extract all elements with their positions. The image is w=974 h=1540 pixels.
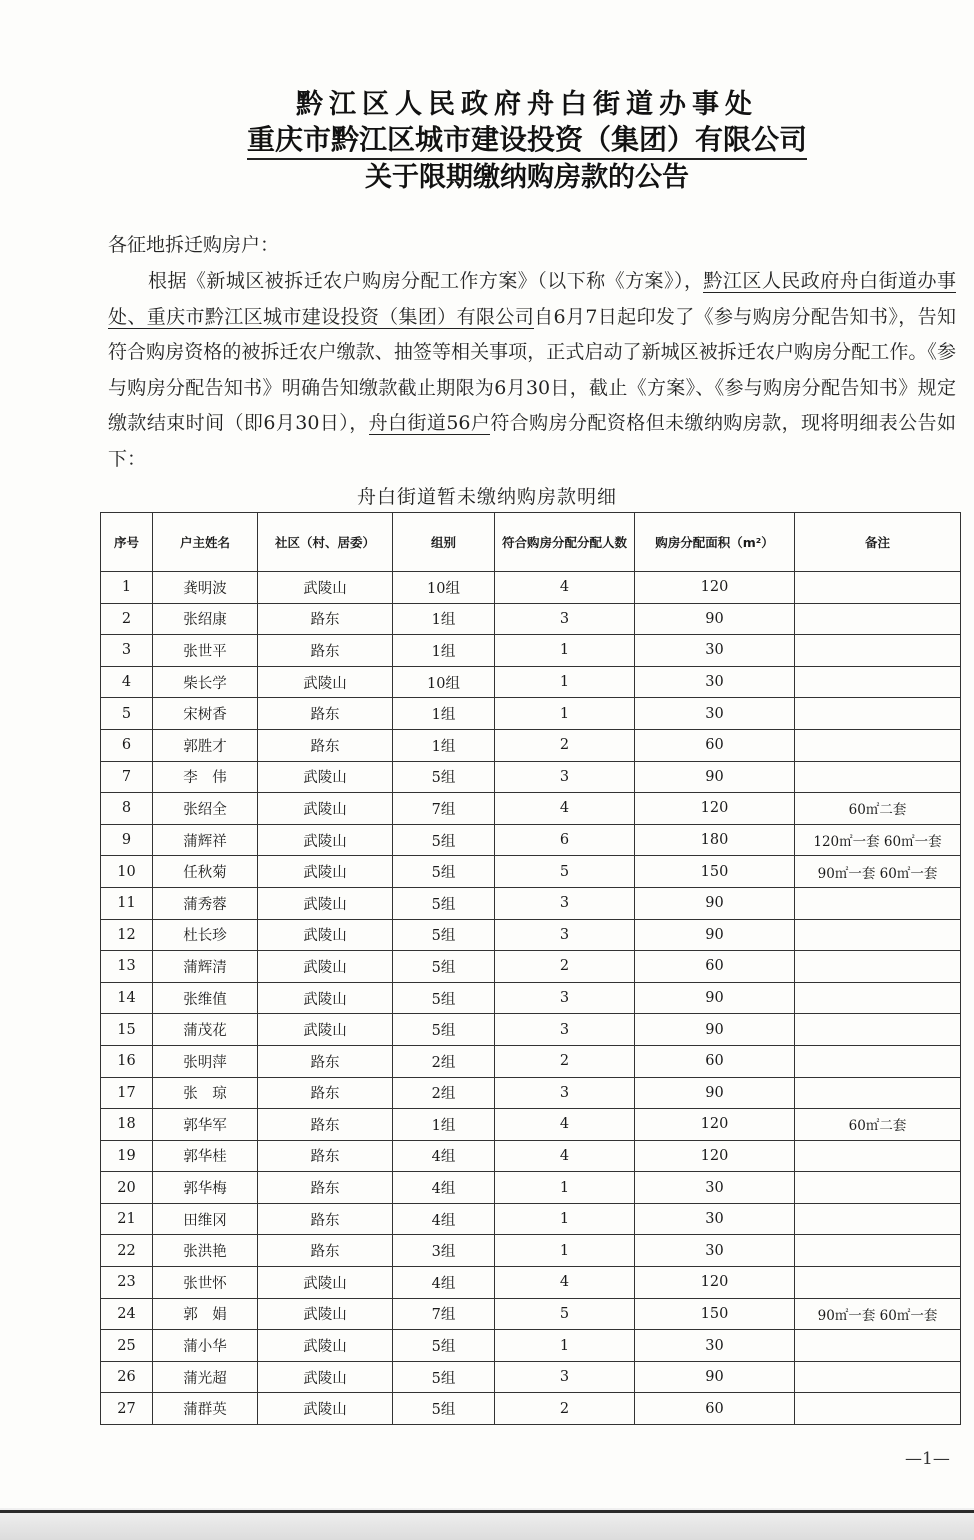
cell-community: 路东 <box>258 1172 393 1204</box>
cell-name: 张洪艳 <box>153 1235 258 1267</box>
cell-area: 90 <box>635 1361 795 1393</box>
cell-no: 13 <box>101 951 153 983</box>
cell-name: 柴长学 <box>153 666 258 698</box>
cell-community: 武陵山 <box>258 1298 393 1330</box>
cell-group: 5组 <box>393 761 495 793</box>
cell-persons: 2 <box>495 951 635 983</box>
cell-name: 郭胜才 <box>153 729 258 761</box>
paragraph-issuers: 黔江区人民政府舟白街道办事处、重庆市黔江区城市建设投资（集团）有限公司 <box>108 270 956 328</box>
header-group: 组别 <box>393 513 495 572</box>
table-row <box>101 824 961 856</box>
cell-remark <box>795 572 961 604</box>
cell-group: 4组 <box>393 1203 495 1235</box>
cell-name: 张 琼 <box>153 1077 258 1109</box>
cell-area: 60 <box>635 1393 795 1425</box>
cell-persons: 2 <box>495 1045 635 1077</box>
cell-area: 180 <box>635 824 795 856</box>
cell-persons: 3 <box>495 982 635 1014</box>
header-remark: 备注 <box>795 513 961 572</box>
cell-remark: 120㎡一套 60㎡一套 <box>795 824 961 856</box>
cell-remark <box>795 1235 961 1267</box>
cell-area: 120 <box>635 1140 795 1172</box>
cell-area: 90 <box>635 1014 795 1046</box>
cell-area: 90 <box>635 982 795 1014</box>
cell-remark <box>795 1361 961 1393</box>
salutation: 各征地拆迁购房户： <box>108 234 280 256</box>
cell-community: 武陵山 <box>258 1014 393 1046</box>
table-row <box>101 635 961 667</box>
cell-remark <box>795 1014 961 1046</box>
cell-community: 武陵山 <box>258 887 393 919</box>
cell-area: 150 <box>635 1298 795 1330</box>
cell-no: 15 <box>101 1014 153 1046</box>
table-row <box>101 1361 961 1393</box>
cell-area: 120 <box>635 793 795 825</box>
cell-group: 3组 <box>393 1235 495 1267</box>
cell-community: 武陵山 <box>258 572 393 604</box>
cell-group: 10组 <box>393 666 495 698</box>
cell-name: 郭 娟 <box>153 1298 258 1330</box>
cell-remark <box>795 761 961 793</box>
cell-remark: 60㎡二套 <box>795 793 961 825</box>
cell-group: 1组 <box>393 1109 495 1141</box>
cell-remark <box>795 919 961 951</box>
cell-no: 22 <box>101 1235 153 1267</box>
cell-group: 5组 <box>393 887 495 919</box>
cell-group: 5组 <box>393 1330 495 1362</box>
cell-no: 25 <box>101 1330 153 1362</box>
cell-area: 30 <box>635 698 795 730</box>
cell-remark <box>795 1172 961 1204</box>
cell-community: 武陵山 <box>258 1267 393 1299</box>
cell-group: 4组 <box>393 1172 495 1204</box>
header-area: 购房分配面积（m²） <box>635 513 795 572</box>
cell-group: 7组 <box>393 793 495 825</box>
cell-name: 田维冈 <box>153 1203 258 1235</box>
cell-community: 武陵山 <box>258 951 393 983</box>
table-row <box>101 1235 961 1267</box>
cell-name: 蒲光超 <box>153 1361 258 1393</box>
cell-name: 龚明波 <box>153 572 258 604</box>
table-row <box>101 1077 961 1109</box>
payment-detail-table <box>100 512 961 1425</box>
cell-community: 路东 <box>258 698 393 730</box>
paragraph-part-c: 自6月7日起印发了《参与购房分配告知书》，告知符合购房资格的被拆迁农户缴款、抽签等相关事项，正式启动了新城区被拆迁农户购房分配工作。《参与购房分配告知书》明确告知缴款截止期限为6月30日，截止《方案》、《参与购房分配告知书》规定缴款结束时间（即6月30日）， <box>108 305 956 434</box>
cell-community: 路东 <box>258 1045 393 1077</box>
cell-name: 张维值 <box>153 982 258 1014</box>
paragraph-part-a: 根据《新城区被拆迁农户购房分配工作方案》（以下称《方案》）， <box>148 270 704 292</box>
cell-name: 郭华军 <box>153 1109 258 1141</box>
cell-community: 路东 <box>258 635 393 667</box>
cell-group: 5组 <box>393 1014 495 1046</box>
cell-persons: 4 <box>495 1109 635 1141</box>
cell-no: 6 <box>101 729 153 761</box>
cell-group: 2组 <box>393 1045 495 1077</box>
cell-group: 5组 <box>393 1393 495 1425</box>
cell-group: 2组 <box>393 1077 495 1109</box>
cell-name: 杜长珍 <box>153 919 258 951</box>
cell-community: 武陵山 <box>258 1330 393 1362</box>
table-row <box>101 1109 961 1141</box>
cell-remark <box>795 982 961 1014</box>
cell-no: 10 <box>101 856 153 888</box>
cell-persons: 1 <box>495 1172 635 1204</box>
cell-remark <box>795 666 961 698</box>
cell-persons: 4 <box>495 572 635 604</box>
cell-persons: 3 <box>495 1361 635 1393</box>
cell-area: 150 <box>635 856 795 888</box>
cell-no: 17 <box>101 1077 153 1109</box>
cell-remark: 90㎡一套 60㎡一套 <box>795 856 961 888</box>
table-body <box>101 572 961 1425</box>
cell-area: 90 <box>635 919 795 951</box>
cell-no: 2 <box>101 603 153 635</box>
cell-group: 1组 <box>393 698 495 730</box>
table-row <box>101 1203 961 1235</box>
table-row <box>101 919 961 951</box>
cell-remark <box>795 1393 961 1425</box>
cell-no: 12 <box>101 919 153 951</box>
cell-persons: 4 <box>495 793 635 825</box>
cell-persons: 4 <box>495 1267 635 1299</box>
cell-no: 1 <box>101 572 153 604</box>
table-row <box>101 1140 961 1172</box>
cell-no: 5 <box>101 698 153 730</box>
table-row <box>101 572 961 604</box>
table-row <box>101 1298 961 1330</box>
table-row <box>101 887 961 919</box>
title-line-2-text: 重庆市黔江区城市建设投资（集团）有限公司 <box>247 123 807 160</box>
cell-no: 3 <box>101 635 153 667</box>
cell-persons: 3 <box>495 1014 635 1046</box>
cell-remark <box>795 635 961 667</box>
cell-persons: 3 <box>495 603 635 635</box>
cell-community: 路东 <box>258 1077 393 1109</box>
cell-community: 武陵山 <box>258 982 393 1014</box>
cell-remark <box>795 1330 961 1362</box>
cell-no: 7 <box>101 761 153 793</box>
cell-persons: 1 <box>495 635 635 667</box>
cell-community: 武陵山 <box>258 666 393 698</box>
cell-name: 张明萍 <box>153 1045 258 1077</box>
title-line-3: 关于限期缴纳购房款的公告 <box>365 162 689 193</box>
header-persons: 符合购房分配分配人数 <box>495 513 635 572</box>
cell-no: 9 <box>101 824 153 856</box>
cell-area: 30 <box>635 635 795 667</box>
cell-group: 4组 <box>393 1140 495 1172</box>
cell-area: 90 <box>635 887 795 919</box>
cell-no: 14 <box>101 982 153 1014</box>
cell-group: 1组 <box>393 603 495 635</box>
cell-persons: 1 <box>495 666 635 698</box>
table-row <box>101 982 961 1014</box>
page-number: —1— <box>905 1449 950 1469</box>
cell-persons: 5 <box>495 1298 635 1330</box>
header-community: 社区（村、居委） <box>258 513 393 572</box>
cell-no: 27 <box>101 1393 153 1425</box>
table-row <box>101 666 961 698</box>
cell-remark <box>795 698 961 730</box>
cell-community: 武陵山 <box>258 1393 393 1425</box>
cell-no: 23 <box>101 1267 153 1299</box>
cell-area: 60 <box>635 951 795 983</box>
cell-community: 武陵山 <box>258 1361 393 1393</box>
cell-no: 19 <box>101 1140 153 1172</box>
header-no: 序号 <box>101 513 153 572</box>
cell-persons: 1 <box>495 1235 635 1267</box>
cell-area: 30 <box>635 1330 795 1362</box>
cell-area: 30 <box>635 1235 795 1267</box>
cell-persons: 1 <box>495 698 635 730</box>
cell-persons: 2 <box>495 1393 635 1425</box>
cell-remark: 90㎡一套 60㎡一套 <box>795 1298 961 1330</box>
cell-persons: 3 <box>495 919 635 951</box>
cell-no: 24 <box>101 1298 153 1330</box>
cell-community: 武陵山 <box>258 793 393 825</box>
table-row <box>101 761 961 793</box>
table-row <box>101 951 961 983</box>
cell-name: 张绍康 <box>153 603 258 635</box>
table-row <box>101 793 961 825</box>
cell-remark <box>795 1140 961 1172</box>
cell-area: 90 <box>635 1077 795 1109</box>
cell-remark <box>795 603 961 635</box>
table-row <box>101 1014 961 1046</box>
cell-group: 5组 <box>393 919 495 951</box>
cell-community: 路东 <box>258 1109 393 1141</box>
cell-group: 5组 <box>393 982 495 1014</box>
cell-name: 郭华桂 <box>153 1140 258 1172</box>
table-row <box>101 729 961 761</box>
cell-persons: 2 <box>495 729 635 761</box>
cell-name: 张世怀 <box>153 1267 258 1299</box>
cell-persons: 3 <box>495 761 635 793</box>
cell-name: 蒲小华 <box>153 1330 258 1362</box>
cell-remark: 60㎡二套 <box>795 1109 961 1141</box>
cell-community: 武陵山 <box>258 919 393 951</box>
cell-name: 李 伟 <box>153 761 258 793</box>
cell-persons: 1 <box>495 1330 635 1362</box>
cell-group: 5组 <box>393 1361 495 1393</box>
cell-no: 8 <box>101 793 153 825</box>
title-line-1: 黔江区人民政府舟白街道办事处 <box>296 89 758 120</box>
cell-group: 4组 <box>393 1267 495 1299</box>
cell-name: 任秋菊 <box>153 856 258 888</box>
table-caption: 舟白街道暂未缴纳购房款明细 <box>356 486 617 508</box>
table-row <box>101 698 961 730</box>
cell-group: 5组 <box>393 856 495 888</box>
cell-community: 路东 <box>258 603 393 635</box>
cell-community: 路东 <box>258 729 393 761</box>
cell-no: 4 <box>101 666 153 698</box>
cell-no: 11 <box>101 887 153 919</box>
cell-persons: 6 <box>495 824 635 856</box>
cell-remark <box>795 1203 961 1235</box>
table-header-row <box>101 513 961 572</box>
cell-name: 张世平 <box>153 635 258 667</box>
cell-area: 30 <box>635 1172 795 1204</box>
cell-group: 1组 <box>393 729 495 761</box>
cell-persons: 3 <box>495 887 635 919</box>
cell-remark <box>795 951 961 983</box>
cell-remark <box>795 1267 961 1299</box>
cell-community: 路东 <box>258 1203 393 1235</box>
paragraph-part-e: 符合购房分配资格但未缴纳购房款，现将明细表公告如下： <box>108 412 956 470</box>
cell-community: 武陵山 <box>258 761 393 793</box>
cell-name: 蒲群英 <box>153 1393 258 1425</box>
cell-area: 90 <box>635 761 795 793</box>
cell-no: 26 <box>101 1361 153 1393</box>
cell-name: 蒲秀蓉 <box>153 887 258 919</box>
cell-group: 5组 <box>393 824 495 856</box>
header-name: 户主姓名 <box>153 513 258 572</box>
cell-area: 30 <box>635 666 795 698</box>
cell-name: 张绍全 <box>153 793 258 825</box>
table-row <box>101 856 961 888</box>
cell-name: 郭华梅 <box>153 1172 258 1204</box>
cell-remark <box>795 887 961 919</box>
notice-paragraph <box>108 264 956 477</box>
cell-remark <box>795 729 961 761</box>
paragraph-household-count: 舟白街道56户 <box>368 412 491 434</box>
cell-group: 10组 <box>393 572 495 604</box>
title-line-2 <box>40 118 974 158</box>
scan-bottom-line <box>0 1510 974 1513</box>
cell-area: 90 <box>635 603 795 635</box>
cell-community: 路东 <box>258 1235 393 1267</box>
cell-no: 20 <box>101 1172 153 1204</box>
cell-community: 武陵山 <box>258 824 393 856</box>
cell-persons: 4 <box>495 1140 635 1172</box>
cell-remark <box>795 1045 961 1077</box>
table-row <box>101 603 961 635</box>
table-row <box>101 1267 961 1299</box>
cell-remark <box>795 1077 961 1109</box>
cell-persons: 5 <box>495 856 635 888</box>
cell-group: 5组 <box>393 951 495 983</box>
cell-name: 蒲辉祥 <box>153 824 258 856</box>
cell-name: 宋树香 <box>153 698 258 730</box>
cell-area: 120 <box>635 1109 795 1141</box>
cell-name: 蒲辉清 <box>153 951 258 983</box>
cell-group: 1组 <box>393 635 495 667</box>
cell-community: 路东 <box>258 1140 393 1172</box>
table-row <box>101 1172 961 1204</box>
table-row <box>101 1045 961 1077</box>
cell-no: 21 <box>101 1203 153 1235</box>
cell-area: 120 <box>635 572 795 604</box>
cell-no: 16 <box>101 1045 153 1077</box>
table-row <box>101 1393 961 1425</box>
cell-area: 60 <box>635 729 795 761</box>
cell-area: 60 <box>635 1045 795 1077</box>
cell-persons: 3 <box>495 1077 635 1109</box>
table-row <box>101 1330 961 1362</box>
cell-area: 120 <box>635 1267 795 1299</box>
cell-name: 蒲茂花 <box>153 1014 258 1046</box>
cell-group: 7组 <box>393 1298 495 1330</box>
cell-no: 18 <box>101 1109 153 1141</box>
cell-persons: 1 <box>495 1203 635 1235</box>
cell-area: 30 <box>635 1203 795 1235</box>
cell-community: 武陵山 <box>258 856 393 888</box>
